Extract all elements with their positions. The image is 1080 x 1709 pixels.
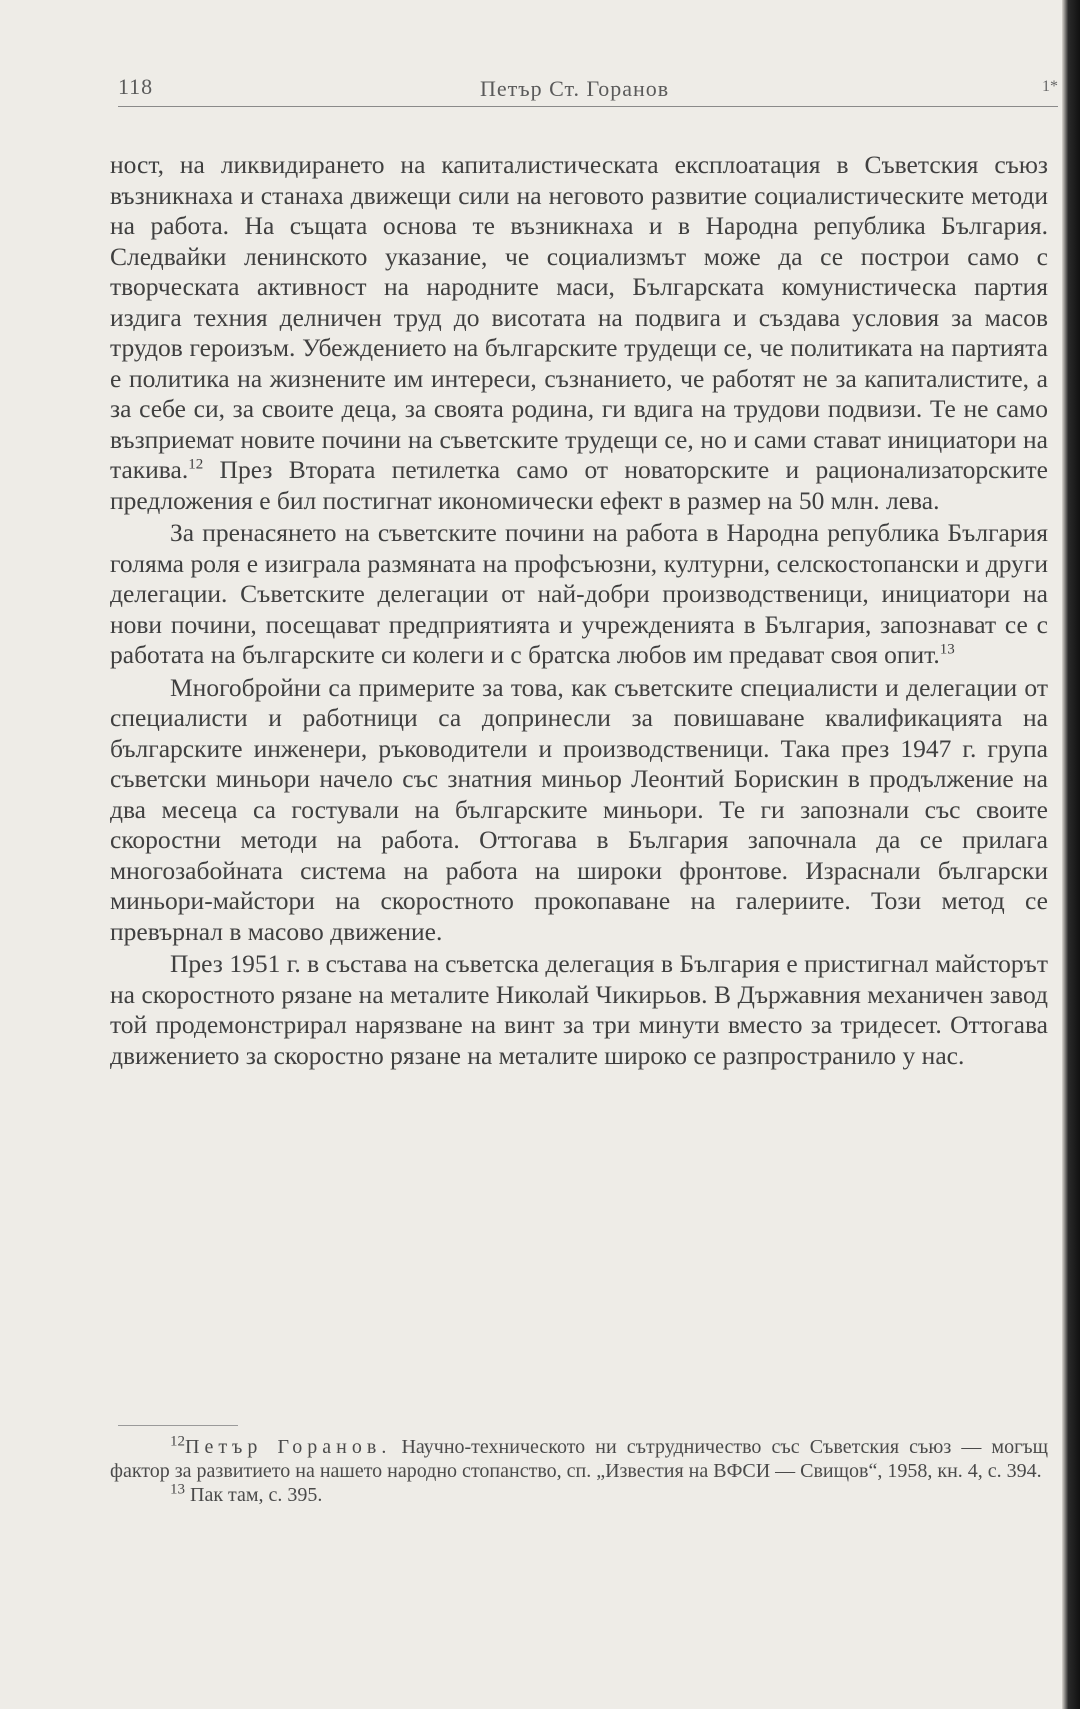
paragraph-4: През 1951 г. в състава на съветска делегация в България е пристигнал майсторът на скоростното рязане на металите Николай Чикирьов. В Държавния механичен завод той продемонстрирал нарязване на винт за три минути вместо за тридесет. Оттогава движението за скоростно рязане на металите широко се разпространило у нас. (110, 949, 1048, 1070)
footnote-13-number: 13 (170, 1481, 185, 1498)
footnote-ref-12: 12 (188, 456, 204, 473)
footnote-12 (110, 1435, 1048, 1483)
footnote-12-number: 12 (170, 1433, 185, 1450)
signature-mark: 1* (1042, 78, 1058, 95)
paragraph-3: Многобройни са примерите за това, как съветските специалисти и делегации от специалисти и работници са допринесли за повишаване квалификацията на българските инженери, ръководители и производственици. Така през 1947 г. група съветски миньори начело със знатния миньор Леонтий Борискин в продължение на два месеца са гостували на българските миньори. Те ги запознали със своите скоростни методи на работа. Оттогава в България започнала да се прилага многозабойната система на работа на широки фронтове. Израснали български миньори-майстори на скоростното прокопаване на галериите. Този метод се превърнал в масово движение. (110, 672, 1048, 946)
footnote-12-author: Петър Горанов. (185, 1436, 392, 1458)
footnote-rule (118, 1425, 238, 1426)
page-number: 118 (118, 74, 154, 99)
main-text (110, 150, 1048, 1071)
paragraph-1-continuation: През Втората петилетка само от новаторските и рационализаторските предложения е бил постигнат икономически ефект в размер на 50 млн. лева. (110, 455, 1049, 515)
paragraph-2 (110, 518, 1048, 671)
footnotes (110, 1435, 1048, 1507)
header-rule (118, 106, 1058, 107)
paragraph-2-text: За пренасянето на съветските почини на работа в Народна република България голяма роля е изиграла размяната на профсъюзни, културни, селскостопански и други делегации. Съветските делегации от най-добри производственици, инициатори на нови почини, посещават предприятията и учрежденията в България, запознават се с работата на българските си колеги и с братска любов им предават своя опит. (110, 518, 1048, 669)
page-header (118, 74, 1058, 114)
paragraph-1-text: ност, на ликвидирането на капиталистическата експлоатация в Съветския съюз възникнаха и станаха движещи сили на неговото развитие социалистическите методи на работа. На същата основа те възникнаха и в Народна република България. Следвайки ленинското указание, че социализмът може да се построи само с творческата активност на народните маси, Българската комунистическа партия издига техния делничен труд до висотата на подвига и създава условия за масов трудов героизъм. Убеждението на българските трудещи се, че политиката на партията е политика на жизнените им интереси, съзнанието, че работят не за капиталистите, а за себе си, за своите деца, за своята родина, ги вдига на трудови подвизи. Те не само възприемат новите почини на съветските трудещи се, но и сами стават инициатори на такива. (110, 150, 1048, 484)
running-head: Петър Ст. Горанов (480, 76, 670, 101)
footnote-13-text: Пак там, с. 395. (190, 1484, 323, 1506)
footnote-ref-13: 13 (939, 641, 955, 658)
page-edge-shadow (1062, 0, 1080, 1709)
footnote-12-text: Научно-техническото ни сътрудничество със Съветския съюз — могъщ фактор за развитието на нашето народно стопанство, сп. „Известия на ВФСИ — Свищов“, 1958, кн. 4, с. 394. (110, 1436, 1049, 1482)
footnote-13 (110, 1483, 1048, 1507)
paragraph-1 (110, 150, 1048, 516)
